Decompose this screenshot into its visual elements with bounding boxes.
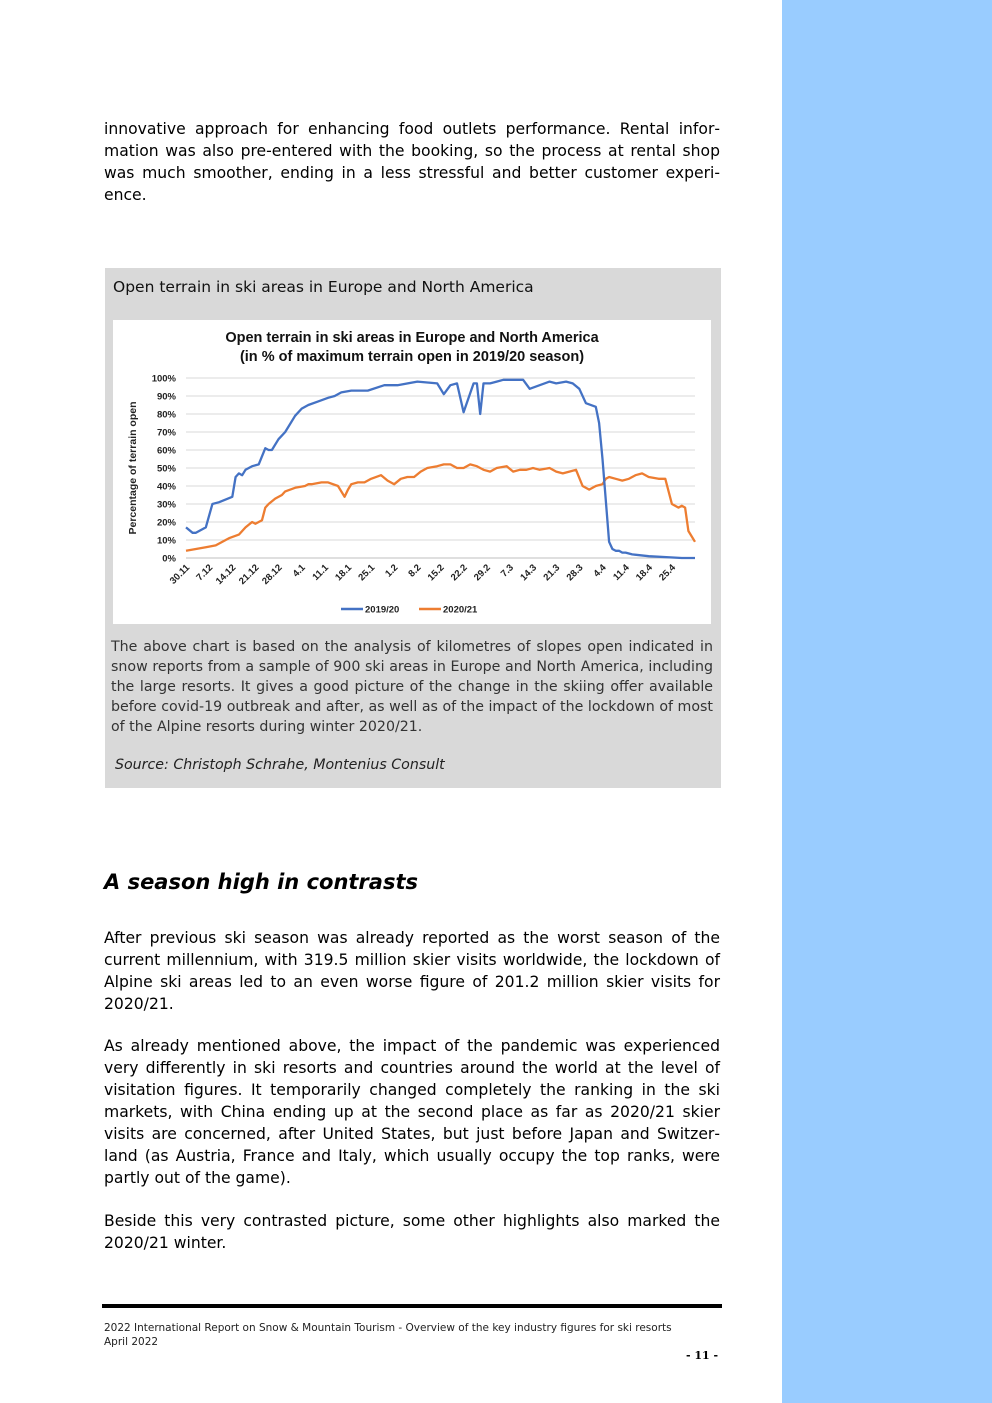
y-tick-label: 100% xyxy=(151,373,176,385)
x-tick-label: 14.3 xyxy=(518,562,540,584)
y-tick-label: 40% xyxy=(156,481,176,493)
decorative-sidebar xyxy=(782,0,992,1403)
x-tick-label: 18.1 xyxy=(333,562,355,584)
figure-source: Source: Christoph Schrahe, Montenius Consult xyxy=(115,757,445,773)
x-tick-label: 21.3 xyxy=(541,562,563,584)
x-tick-label: 1.2 xyxy=(383,562,401,580)
y-axis-label: Percentage of terrain open xyxy=(127,401,139,535)
intro-paragraph: innovative approach for enhancing food outlets performance. Rental information was also pre-entered with the booking, so the process at rental shop was much smoother, ending in a less stressful and better customer experience. xyxy=(104,120,720,204)
x-tick-label: 21.12 xyxy=(236,562,262,587)
figure-box-title: Open terrain in ski areas in Europe and North America xyxy=(113,278,534,296)
y-tick-label: 20% xyxy=(156,517,176,529)
y-tick-label: 50% xyxy=(156,463,176,475)
x-tick-label: 11.4 xyxy=(611,562,632,583)
x-tick-label: 29.2 xyxy=(472,562,493,584)
series-line-2020-21 xyxy=(186,464,695,550)
x-axis-ticks xyxy=(168,562,679,587)
chart-subtitle: (in % of maximum terrain open in 2019/20 season) xyxy=(239,349,585,365)
chart-series xyxy=(186,380,695,558)
figure-box xyxy=(105,268,721,788)
page-number: - 11 - xyxy=(686,1349,719,1362)
x-tick-label: 18.4 xyxy=(633,562,655,584)
y-axis-ticks xyxy=(152,374,177,565)
chart-legend xyxy=(341,605,478,616)
figure-caption: The above chart is based on the analysis of kilometres of slopes open indicated in snow reports from a sample of 900 ski areas in Europe and North America, including the large resorts. It gives a good picture of the change in the skiing offer available before covid-19 outbreak and after, as well as of the impact of the lockdown of most of the Alpine resorts during winter 2020/21. xyxy=(111,639,713,735)
x-tick-label: 8.2 xyxy=(406,562,424,580)
x-tick-label: 25.1 xyxy=(356,562,378,584)
footer-divider xyxy=(102,1304,722,1308)
section-paragraph-2: As already mentioned above, the impact of the pandemic was experienced very differently in ski resorts and countries around the world at the level of visitation figures. It temporarily changed completely the ranking in the ski markets, with China ending up at the second place as far as 2020/21 skier visits are concerned, after United States, but just before Japan and Switzerland (as Austria, France and Italy, which usually occupy the top ranks, were partly out of the game). xyxy=(104,1037,720,1187)
legend-label: 2019/20 xyxy=(365,604,400,616)
chart-gridlines xyxy=(186,378,695,558)
x-tick-label: 4.1 xyxy=(290,562,308,580)
legend-label: 2020/21 xyxy=(443,604,478,616)
footer-text xyxy=(104,1321,672,1349)
y-tick-label: 0% xyxy=(162,553,176,565)
y-tick-label: 70% xyxy=(156,427,176,439)
x-tick-label: 14.12 xyxy=(213,562,239,587)
y-tick-label: 80% xyxy=(156,409,176,421)
section-paragraph-3: Beside this very contrasted picture, some other highlights also marked the 2020/21 winter. xyxy=(104,1212,720,1252)
x-tick-label: 30.11 xyxy=(167,562,193,587)
x-tick-label: 25.4 xyxy=(657,562,678,584)
x-tick-label: 7.3 xyxy=(498,562,517,580)
section-paragraph-1: After previous ski season was already reported as the worst season of the current millennium, with 319.5 million skier visits worldwide, the lockdown of Alpine ski areas led to an even worse figure of 201.2 million skier visits for 2020/21. xyxy=(104,929,720,1013)
x-tick-label: 4.4 xyxy=(591,562,609,580)
chart-container xyxy=(113,320,711,624)
x-tick-label: 7.12 xyxy=(194,562,216,584)
x-tick-label: 28.3 xyxy=(564,562,586,584)
section-heading: A season high in contrasts xyxy=(104,870,418,894)
y-tick-label: 90% xyxy=(156,391,176,403)
footer-report-title: 2022 International Report on Snow & Mountain Tourism - Overview of the key industry figures for ski resorts xyxy=(104,1322,672,1334)
line-chart xyxy=(113,320,711,624)
y-tick-label: 60% xyxy=(156,445,176,457)
chart-title: Open terrain in ski areas in Europe and North America xyxy=(225,330,599,346)
y-tick-label: 10% xyxy=(156,535,176,547)
x-tick-label: 11.1 xyxy=(310,562,331,583)
footer-date: April 2022 xyxy=(104,1336,159,1348)
x-tick-label: 28.12 xyxy=(260,562,285,587)
x-tick-label: 15.2 xyxy=(425,562,447,584)
x-tick-label: 22.2 xyxy=(448,562,470,584)
y-tick-label: 30% xyxy=(156,499,176,511)
series-line-2019-20 xyxy=(186,380,695,558)
